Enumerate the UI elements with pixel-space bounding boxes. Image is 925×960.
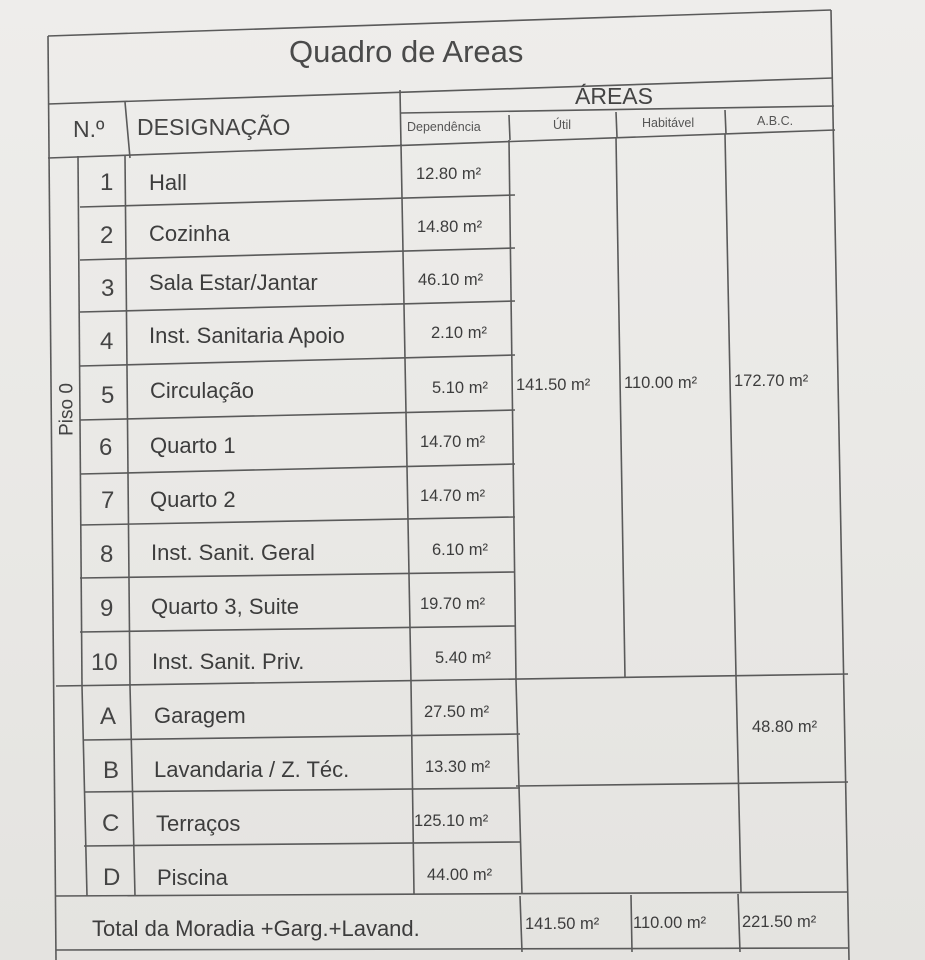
- util-area-total: 141.50 m²: [516, 376, 591, 394]
- row-area: 14.70 m²: [420, 433, 486, 451]
- row-designation: Inst. Sanitaria Apoio: [149, 323, 345, 348]
- row-designation: Garagem: [154, 703, 246, 728]
- row-number: 1: [100, 169, 114, 196]
- row-area: 12.80 m²: [416, 165, 482, 183]
- row-number: A: [100, 703, 117, 730]
- row-designation: Quarto 1: [150, 433, 236, 458]
- row-designation: Circulação: [150, 378, 254, 403]
- annex-abc-area: 48.80 m²: [752, 718, 818, 736]
- row-designation: Terraços: [156, 811, 241, 836]
- row-number: 3: [101, 275, 115, 302]
- abc-area-total: 172.70 m²: [734, 372, 809, 390]
- header-util: Útil: [553, 118, 572, 132]
- total-label: Total da Moradia +Garg.+Lavand.: [92, 916, 420, 941]
- row-number: 9: [100, 595, 114, 622]
- total-util: 141.50 m²: [525, 915, 600, 933]
- row-area: 14.80 m²: [417, 218, 483, 236]
- row-designation: Sala Estar/Jantar: [149, 270, 318, 295]
- header-habitavel: Habitável: [642, 116, 695, 130]
- row-number: 5: [101, 382, 115, 409]
- row-number: 7: [101, 487, 115, 514]
- header-abc: A.B.C.: [757, 114, 794, 128]
- row-number: 6: [99, 434, 113, 461]
- row-designation: Quarto 3, Suite: [151, 594, 299, 619]
- row-designation: Quarto 2: [150, 487, 236, 512]
- row-number: 8: [100, 541, 114, 568]
- header-dependencia: Dependência: [407, 120, 481, 134]
- total-abc: 221.50 m²: [742, 913, 817, 931]
- row-area: 46.10 m²: [418, 271, 484, 289]
- header-number: N.º: [73, 116, 105, 142]
- row-area: 13.30 m²: [425, 758, 491, 776]
- total-habitavel: 110.00 m²: [633, 914, 707, 932]
- table-title: Quadro de Areas: [289, 34, 524, 69]
- floor-label: Piso 0: [56, 383, 78, 436]
- row-area: 6.10 m²: [432, 541, 488, 559]
- row-area: 44.00 m²: [427, 866, 493, 884]
- row-number: 10: [91, 649, 118, 676]
- row-designation: Piscina: [157, 865, 228, 890]
- row-area: 5.10 m²: [432, 379, 488, 397]
- row-number: 4: [100, 328, 114, 355]
- row-designation: Inst. Sanit. Priv.: [152, 649, 305, 674]
- row-designation: Lavandaria / Z. Téc.: [154, 757, 350, 782]
- row-number: 2: [100, 222, 114, 249]
- header-designation: DESIGNAÇÃO: [137, 114, 291, 140]
- row-area: 125.10 m²: [414, 812, 489, 830]
- habitavel-area-total: 110.00 m²: [624, 374, 698, 392]
- header-areas: ÁREAS: [575, 83, 653, 109]
- row-area: 5.40 m²: [435, 649, 491, 667]
- row-designation: Inst. Sanit. Geral: [151, 540, 315, 565]
- row-number: C: [102, 810, 120, 837]
- row-area: 14.70 m²: [420, 487, 486, 505]
- row-designation: Hall: [149, 170, 187, 195]
- row-designation: Cozinha: [149, 221, 230, 246]
- row-area: 27.50 m²: [424, 703, 490, 721]
- row-number: D: [103, 864, 121, 891]
- row-area: 2.10 m²: [431, 324, 487, 342]
- row-number: B: [103, 757, 120, 784]
- row-area: 19.70 m²: [420, 595, 486, 613]
